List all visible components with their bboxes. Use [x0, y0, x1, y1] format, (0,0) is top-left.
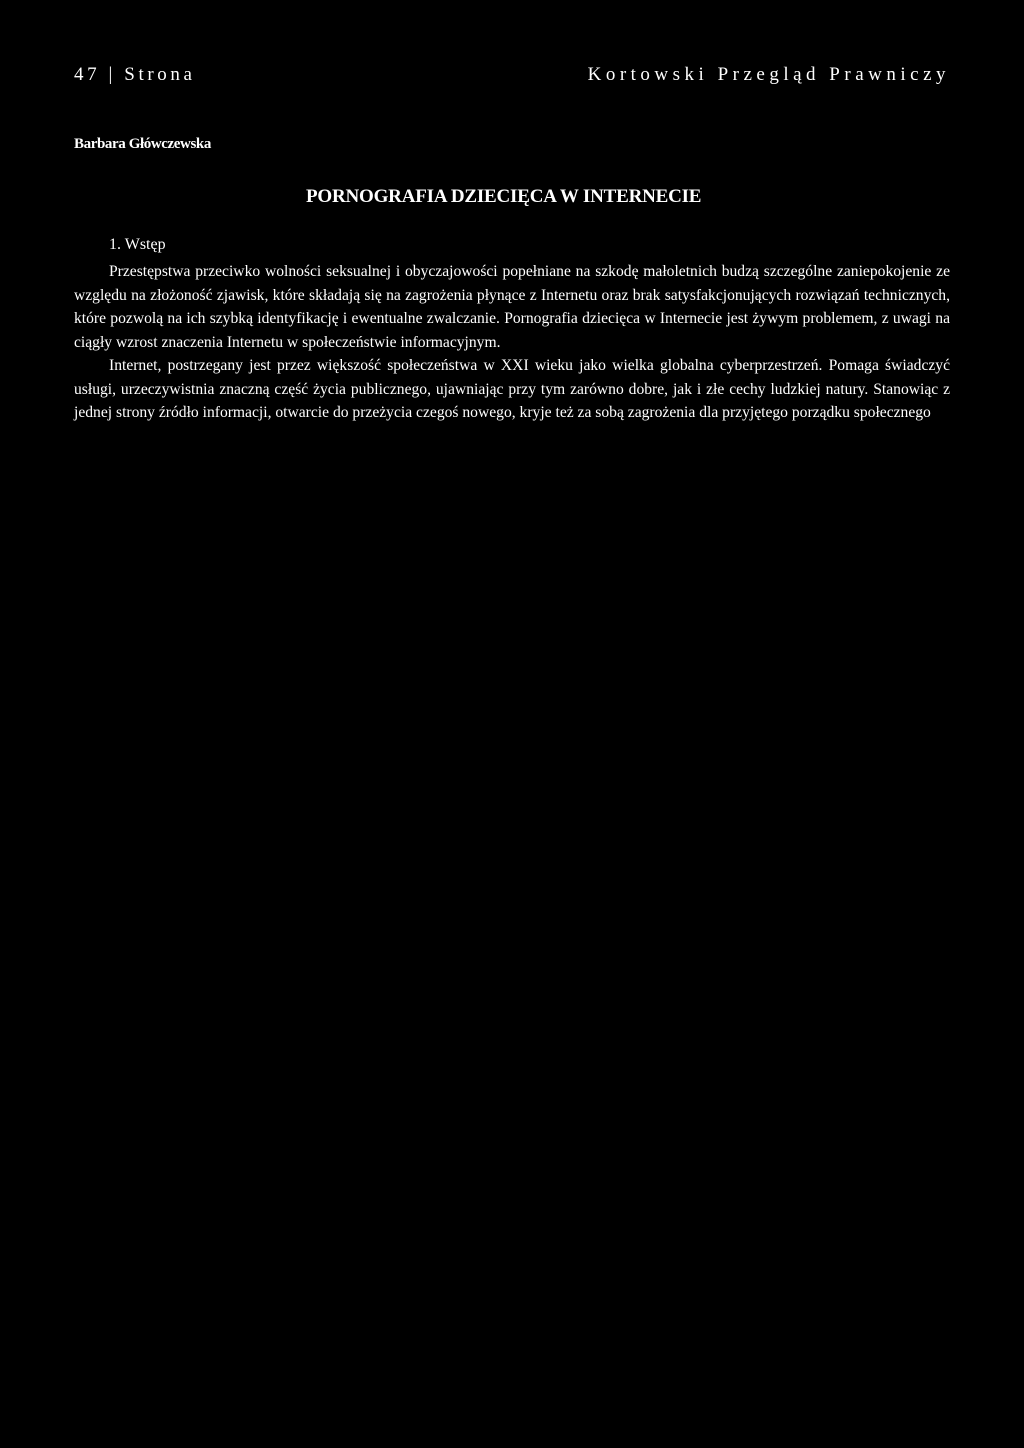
article-body	[74, 260, 950, 425]
article-title: PORNOGRAFIA DZIECIĘCA W INTERNECIE	[306, 186, 702, 207]
author-name: Barbara Główczewska	[74, 136, 211, 152]
journal-name: Kortowski Przegląd Prawniczy	[587, 64, 950, 85]
paragraph: Przestępstwa przeciwko wolności seksualnej i obyczajowości popełniane na szkodę małoletnich budzą szczególne zaniepokojenie ze względu na złożoność zjawisk, które składają się na zagrożenia płynące z Internetu oraz brak satysfakcjonujących rozwiązań technicznych, które pozwolą na ich szybką identyfikację i ewentualne zwalczanie. Pornografia dziecięca w Internecie jest żywym problemem, z uwagi na ciągły wzrost znaczenia Internetu w społeczeństwie informacyjnym.	[74, 263, 950, 351]
paragraph: Internet, postrzegany jest przez większość społeczeństwa w XXI wieku jako wielka globalna cyberprzestrzeń. Pomaga świadczyć usługi, urzeczywistnia znaczną część życia publicznego, ujawniając przy tym zarówno dobre, jak i złe cechy ludzkiej natury. Stanowiąc z jednej strony źródło informacji, otwarcie do przeżycia czegoś nowego, kryje też za sobą zagrożenia dla przyjętego porządku społecznego	[74, 357, 950, 421]
page-header	[74, 62, 950, 88]
page-number: 47 | Strona	[74, 64, 196, 85]
section-heading: 1. Wstęp	[109, 236, 166, 253]
